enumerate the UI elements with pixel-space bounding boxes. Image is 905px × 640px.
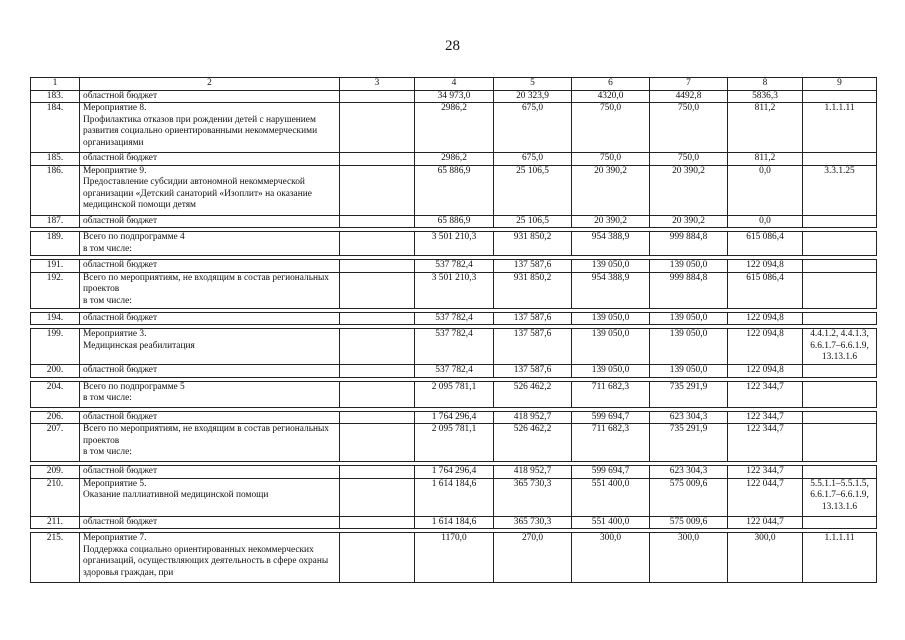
row-value-8: 122 044,7 xyxy=(728,478,803,516)
row-value-5: 418 952,7 xyxy=(494,466,572,478)
row-col3 xyxy=(340,533,415,583)
row-value-8: 0,0 xyxy=(728,165,803,215)
page-number: 28 xyxy=(445,38,460,54)
row-value-5: 365 730,3 xyxy=(494,478,572,516)
row-value-5: 137 587,6 xyxy=(494,312,572,324)
row-value-6: 599 694,7 xyxy=(572,466,650,478)
row-code xyxy=(803,516,877,528)
table-row xyxy=(31,411,877,423)
column-header: 7 xyxy=(650,78,728,91)
row-value-4: 537 782,4 xyxy=(415,260,494,272)
table-row xyxy=(31,91,877,103)
row-value-5: 137 587,6 xyxy=(494,329,572,365)
row-code xyxy=(803,232,877,256)
row-value-6: 551 400,0 xyxy=(572,516,650,528)
row-col3 xyxy=(340,365,415,377)
row-value-4: 3 501 210,3 xyxy=(415,232,494,256)
row-col3 xyxy=(340,153,415,165)
row-value-7: 999 884,8 xyxy=(650,272,728,308)
row-value-6: 599 694,7 xyxy=(572,411,650,423)
row-value-4: 65 886,9 xyxy=(415,165,494,215)
row-value-7: 139 050,0 xyxy=(650,365,728,377)
row-col3 xyxy=(340,516,415,528)
row-name: Мероприятие 5. Оказание паллиативной медицинской помощи xyxy=(80,478,340,516)
row-number: 191. xyxy=(31,260,80,272)
row-code xyxy=(803,381,877,407)
row-value-4: 1 614 184,6 xyxy=(415,516,494,528)
table-row xyxy=(31,232,877,256)
table-header-row xyxy=(31,78,877,91)
table-row xyxy=(31,516,877,528)
row-name: областной бюджет xyxy=(80,411,340,423)
row-value-4: 1170,0 xyxy=(415,533,494,583)
column-header: 8 xyxy=(728,78,803,91)
row-value-6: 711 682,3 xyxy=(572,424,650,462)
column-header: 1 xyxy=(31,78,80,91)
row-value-7: 4492,8 xyxy=(650,91,728,103)
row-value-4: 2 095 781,1 xyxy=(415,424,494,462)
row-number: 206. xyxy=(31,411,80,423)
row-value-7: 139 050,0 xyxy=(650,312,728,324)
row-name: Мероприятие 9. Предоставление субсидии автономной некоммерческой организации «Детский санаторий «Изоплит» на оказание медицинской помощи детям xyxy=(80,165,340,215)
row-value-5: 526 462,2 xyxy=(494,424,572,462)
row-value-6: 139 050,0 xyxy=(572,260,650,272)
row-value-8: 122 344,7 xyxy=(728,411,803,423)
row-number: 187. xyxy=(31,215,80,227)
row-value-7: 735 291,9 xyxy=(650,424,728,462)
row-col3 xyxy=(340,312,415,324)
row-value-4: 34 973,0 xyxy=(415,91,494,103)
row-col3 xyxy=(340,103,415,153)
row-value-4: 537 782,4 xyxy=(415,312,494,324)
row-value-8: 122 094,8 xyxy=(728,329,803,365)
row-code: 1.1.1.11 xyxy=(803,103,877,153)
row-number: 194. xyxy=(31,312,80,324)
row-value-4: 1 614 184,6 xyxy=(415,478,494,516)
column-header: 6 xyxy=(572,78,650,91)
row-value-6: 139 050,0 xyxy=(572,312,650,324)
row-value-5: 418 952,7 xyxy=(494,411,572,423)
table-row xyxy=(31,215,877,227)
row-col3 xyxy=(340,329,415,365)
row-value-7: 139 050,0 xyxy=(650,329,728,365)
row-code xyxy=(803,260,877,272)
row-value-6: 139 050,0 xyxy=(572,329,650,365)
row-value-6: 139 050,0 xyxy=(572,365,650,377)
row-name: областной бюджет xyxy=(80,260,340,272)
row-col3 xyxy=(340,466,415,478)
row-value-6: 551 400,0 xyxy=(572,478,650,516)
row-name: областной бюджет xyxy=(80,153,340,165)
row-value-4: 1 764 296,4 xyxy=(415,466,494,478)
row-col3 xyxy=(340,215,415,227)
row-code xyxy=(803,466,877,478)
table-row xyxy=(31,329,877,365)
row-name: Мероприятие 3. Медицинская реабилитация xyxy=(80,329,340,365)
row-value-6: 750,0 xyxy=(572,153,650,165)
row-name: областной бюджет xyxy=(80,466,340,478)
row-value-8: 122 344,7 xyxy=(728,466,803,478)
row-value-4: 2986,2 xyxy=(415,103,494,153)
row-col3 xyxy=(340,381,415,407)
row-value-7: 623 304,3 xyxy=(650,466,728,478)
row-value-6: 954 388,9 xyxy=(572,232,650,256)
row-number: 185. xyxy=(31,153,80,165)
row-value-8: 122 094,8 xyxy=(728,260,803,272)
row-value-7: 999 884,8 xyxy=(650,232,728,256)
row-value-5: 25 106,5 xyxy=(494,215,572,227)
column-header: 4 xyxy=(415,78,494,91)
table-row xyxy=(31,478,877,516)
row-number: 200. xyxy=(31,365,80,377)
table-row xyxy=(31,365,877,377)
row-value-7: 300,0 xyxy=(650,533,728,583)
row-col3 xyxy=(340,260,415,272)
row-value-7: 623 304,3 xyxy=(650,411,728,423)
table-row xyxy=(31,272,877,308)
row-value-8: 122 344,7 xyxy=(728,424,803,462)
row-value-4: 65 886,9 xyxy=(415,215,494,227)
row-col3 xyxy=(340,478,415,516)
row-code: 4.4.1.2, 4.4.1.3, 6.6.1.7–6.6.1.9, 13.13.1.6 xyxy=(803,329,877,365)
table-body xyxy=(31,91,877,583)
row-value-8: 615 086,4 xyxy=(728,232,803,256)
row-name: Всего по мероприятиям, не входящим в состав региональных проектов в том числе: xyxy=(80,424,340,462)
row-name: областной бюджет xyxy=(80,516,340,528)
row-number: 186. xyxy=(31,165,80,215)
row-code xyxy=(803,272,877,308)
row-value-6: 4320,0 xyxy=(572,91,650,103)
row-code xyxy=(803,153,877,165)
row-code: 1.1.1.11 xyxy=(803,533,877,583)
row-value-8: 300,0 xyxy=(728,533,803,583)
row-col3 xyxy=(340,424,415,462)
row-number: 211. xyxy=(31,516,80,528)
row-value-6: 711 682,3 xyxy=(572,381,650,407)
row-col3 xyxy=(340,91,415,103)
row-code: 5.5.1.1–5.5.1.5, 6.6.1.7–6.6.1.9, 13.13.1.6 xyxy=(803,478,877,516)
row-value-8: 0,0 xyxy=(728,215,803,227)
row-value-8: 615 086,4 xyxy=(728,272,803,308)
row-value-6: 750,0 xyxy=(572,103,650,153)
row-number: 192. xyxy=(31,272,80,308)
row-value-5: 20 323,9 xyxy=(494,91,572,103)
row-value-8: 122 344,7 xyxy=(728,381,803,407)
row-value-7: 20 390,2 xyxy=(650,215,728,227)
row-value-7: 750,0 xyxy=(650,153,728,165)
row-value-5: 675,0 xyxy=(494,103,572,153)
row-number: 209. xyxy=(31,466,80,478)
row-number: 183. xyxy=(31,91,80,103)
budget-table xyxy=(30,77,877,583)
row-value-4: 2986,2 xyxy=(415,153,494,165)
row-col3 xyxy=(340,232,415,256)
row-col3 xyxy=(340,272,415,308)
row-value-5: 931 850,2 xyxy=(494,272,572,308)
row-number: 199. xyxy=(31,329,80,365)
row-value-7: 139 050,0 xyxy=(650,260,728,272)
row-col3 xyxy=(340,165,415,215)
row-code xyxy=(803,411,877,423)
row-value-5: 931 850,2 xyxy=(494,232,572,256)
row-number: 215. xyxy=(31,533,80,583)
row-name: Всего по мероприятиям, не входящим в состав региональных проектов в том числе: xyxy=(80,272,340,308)
column-header: 5 xyxy=(494,78,572,91)
row-value-6: 20 390,2 xyxy=(572,165,650,215)
row-value-7: 575 009,6 xyxy=(650,516,728,528)
row-value-8: 122 094,8 xyxy=(728,312,803,324)
table-row xyxy=(31,260,877,272)
row-name: Мероприятие 7. Поддержка социально ориентированных некоммерческих организаций, осуществляющих деятельность в сфере охраны здоровья граждан, при xyxy=(80,533,340,583)
row-name: Всего по подпрограмме 5 в том числе: xyxy=(80,381,340,407)
row-value-5: 526 462,2 xyxy=(494,381,572,407)
row-value-5: 270,0 xyxy=(494,533,572,583)
row-code xyxy=(803,91,877,103)
row-value-5: 365 730,3 xyxy=(494,516,572,528)
row-value-4: 2 095 781,1 xyxy=(415,381,494,407)
row-number: 207. xyxy=(31,424,80,462)
table-row xyxy=(31,153,877,165)
table-row xyxy=(31,165,877,215)
row-code xyxy=(803,312,877,324)
table-row xyxy=(31,312,877,324)
row-value-5: 137 587,6 xyxy=(494,260,572,272)
row-value-8: 811,2 xyxy=(728,153,803,165)
table-row xyxy=(31,103,877,153)
row-value-7: 750,0 xyxy=(650,103,728,153)
row-value-7: 735 291,9 xyxy=(650,381,728,407)
row-number: 184. xyxy=(31,103,80,153)
row-code xyxy=(803,365,877,377)
row-name: областной бюджет xyxy=(80,215,340,227)
row-value-8: 811,2 xyxy=(728,103,803,153)
table-row xyxy=(31,533,877,583)
row-code: 3.3.1.25 xyxy=(803,165,877,215)
row-value-6: 954 388,9 xyxy=(572,272,650,308)
row-value-5: 675,0 xyxy=(494,153,572,165)
row-value-6: 300,0 xyxy=(572,533,650,583)
row-name: областной бюджет xyxy=(80,365,340,377)
row-value-8: 122 094,8 xyxy=(728,365,803,377)
row-number: 204. xyxy=(31,381,80,407)
row-value-4: 537 782,4 xyxy=(415,329,494,365)
row-name: областной бюджет xyxy=(80,312,340,324)
row-code xyxy=(803,215,877,227)
row-value-7: 575 009,6 xyxy=(650,478,728,516)
column-header: 3 xyxy=(340,78,415,91)
row-name: областной бюджет xyxy=(80,91,340,103)
column-header: 9 xyxy=(803,78,877,91)
table-row xyxy=(31,466,877,478)
row-value-8: 122 044,7 xyxy=(728,516,803,528)
row-value-4: 1 764 296,4 xyxy=(415,411,494,423)
row-value-5: 25 106,5 xyxy=(494,165,572,215)
row-number: 210. xyxy=(31,478,80,516)
row-value-7: 20 390,2 xyxy=(650,165,728,215)
column-header: 2 xyxy=(80,78,340,91)
row-col3 xyxy=(340,411,415,423)
row-name: Мероприятие 8. Профилактика отказов при рождении детей с нарушением развития социально ориентированными некоммерческими организациями xyxy=(80,103,340,153)
row-name: Всего по подпрограмме 4 в том числе: xyxy=(80,232,340,256)
row-number: 189. xyxy=(31,232,80,256)
row-value-6: 20 390,2 xyxy=(572,215,650,227)
table-row xyxy=(31,424,877,462)
row-value-8: 5836,3 xyxy=(728,91,803,103)
table-row xyxy=(31,381,877,407)
row-value-4: 537 782,4 xyxy=(415,365,494,377)
row-code xyxy=(803,424,877,462)
row-value-5: 137 587,6 xyxy=(494,365,572,377)
row-value-4: 3 501 210,3 xyxy=(415,272,494,308)
